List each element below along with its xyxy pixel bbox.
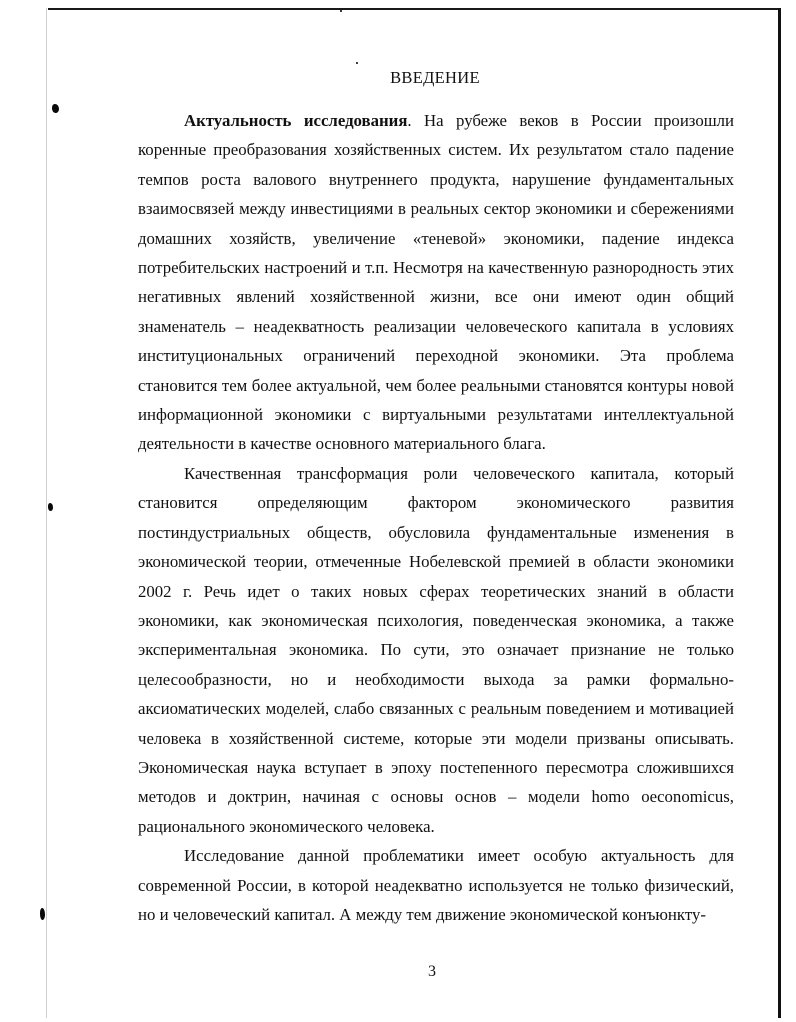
paragraph-text: . На рубеже веков в России произошли коренные преобразования хозяйственных систем. Их результатом стало падение темпов роста валового внутреннего продукта, нарушение фундаментальных взаимосвязей между инвестициями в реальных сектор экономики и сбережениями домашних хозяйств, увеличение «теневой» экономики, падение индекса потребительских настроений и т.п. Несмотря на качественную разнородность этих негативных явлений хозяйственной жизни, все они имеют один общий знаменатель – неадекватность реализации человеческого капитала в условиях институциональных ограничений переходной экономики. Эта проблема становится тем более актуальной, чем более реальными становятся контуры новой информационной экономики с виртуальными результатами интеллектуальной деятельности в качестве основного материального блага. (138, 111, 734, 454)
binding-hole-mark (52, 104, 59, 113)
scan-left-edge (46, 8, 47, 1018)
binding-hole-mark (40, 908, 45, 920)
text-body (138, 106, 734, 929)
paragraph-relevance (138, 106, 734, 459)
paragraph-lead-bold: Актуальность исследования (184, 111, 408, 130)
scan-right-edge (778, 8, 781, 1018)
binding-hole-mark (48, 503, 53, 511)
page-number: 3 (428, 963, 436, 980)
paragraph-transformation: Качественная трансформация роли человеческого капитала, который становится определяющим фактором экономического развития постиндустриальных обществ, обусловила фундаментальные изменения в экономической теории, отмеченные Нобелевской премией в области экономики 2002 г. Речь идет о таких новых сферах теоретических знаний в области экономики, как экономическая психология, поведенческая экономика, а также экспериментальная экономика. По сути, это означает признание не только целесообразности, но и необходимости выхода за рамки формально-аксиоматических моделей, слабо связанных с реальным поведением и мотивацией человека в хозяйственной системе, которые эти модели призваны описывать. Экономическая наука вступает в эпоху постепенного пересмотра сложившихся методов и доктрин, начиная с основы основ – модели homo oeconomicus, рационального экономического человека. (138, 463, 734, 836)
scan-speck (356, 62, 358, 64)
paragraph-research: Исследование данной проблематики имеет особую актуальность для современной России, в которой неадекватно используется не только физический, но и человеческий капитал. А между тем движение экономической конъюнкту- (138, 846, 734, 924)
scan-top-edge (48, 8, 778, 10)
section-title: ВВЕДЕНИЕ (390, 68, 480, 87)
scan-speck (340, 10, 342, 12)
